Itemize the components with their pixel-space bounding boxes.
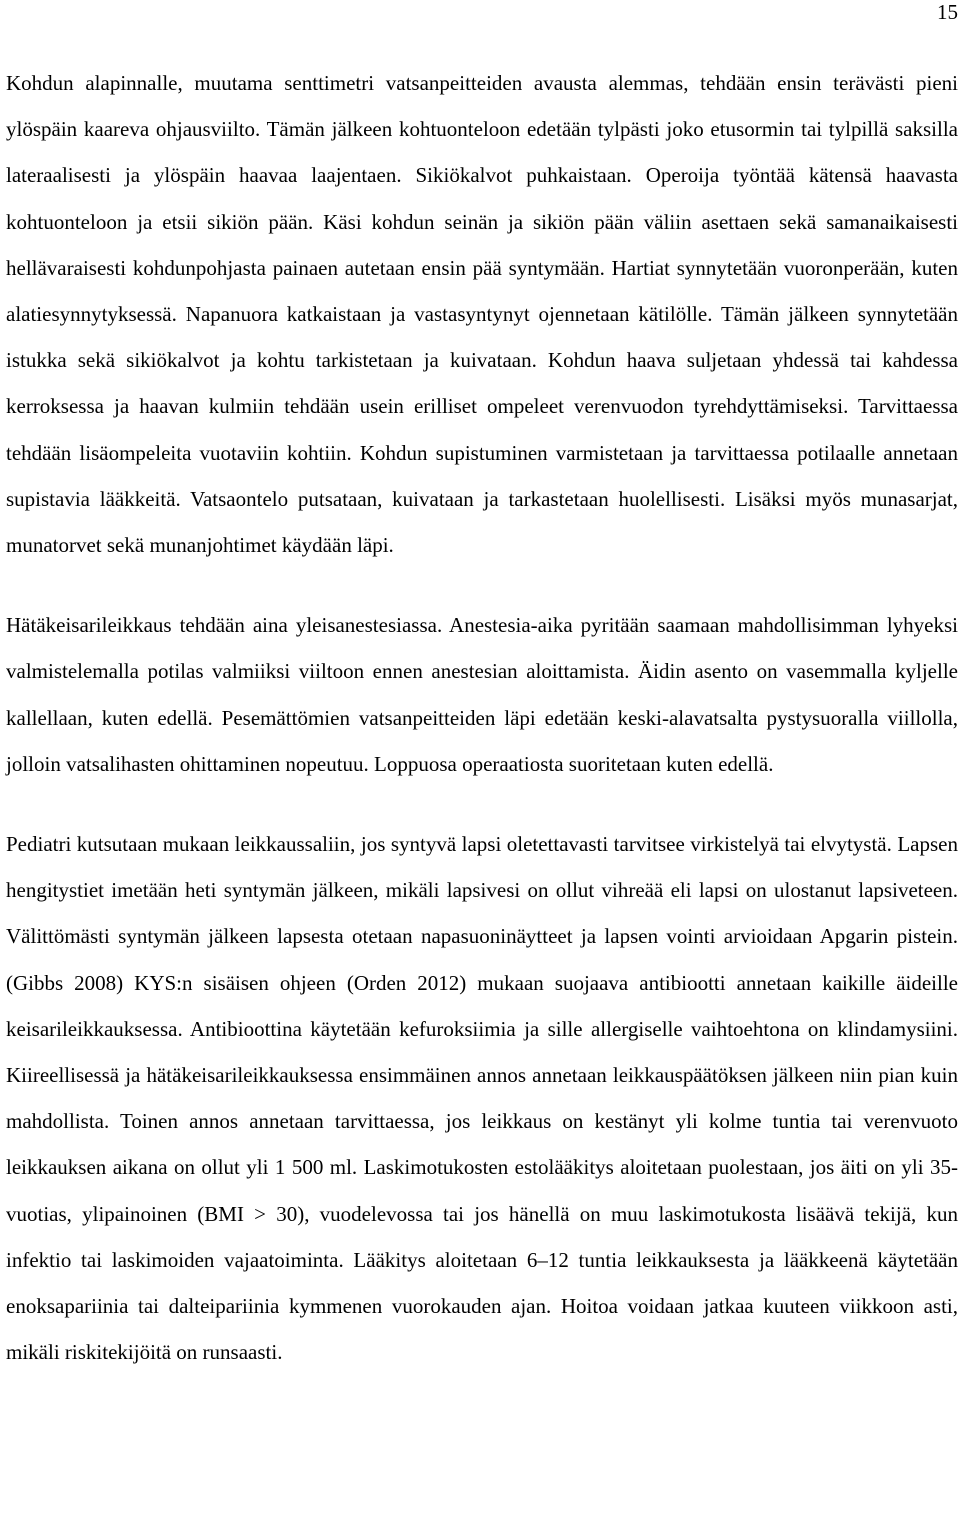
paragraph-caesarean-procedure: Kohdun alapinnalle, muutama senttimetri vatsanpeitteiden avausta alemmas, tehdään ensin terävästi pieni ylöspäin kaareva ohjausviilto. Tämän jälkeen kohtuonteloon edetään tylpästi joko etusormin tai tylpillä saksilla lateraalisesti ja ylöspäin haavaa laajentaen. Sikiökalvot puhkaistaan. Operoija työntää kätensä haavasta kohtuonteloon ja etsii sikiön pään. Käsi kohdun seinän ja sikiön pään väliin asettaen sekä samanaikaisesti hellävaraisesti kohdunpohjasta painaen autetaan ensin pää syntymään. Hartiat synnytetään vuoronperään, kuten alatiesynnytyksessä. Napanuora katkaistaan ja vastasyntynyt ojennetaan kätilölle. Tämän jälkeen synnytetään istukka sekä sikiökalvot ja kohtu tarkistetaan ja kuivataan. Kohdun haava suljetaan yhdessä tai kahdessa kerroksessa ja haavan kulmiin tehdään usein erilliset ompeleet verenvuodon tyrehdyttämiseksi. Tarvittaessa tehdään lisäompeleita vuotaviin kohtiin. Kohdun supistuminen varmistetaan ja tarvittaessa potilaalle annetaan supistavia lääkkeitä. Vatsaontelo putsataan, kuivataan ja tarkastetaan huolellisesti. Lisäksi myös munasarjat, munatorvet sekä munanjohtimet käydään läpi. bbox=[6, 71, 958, 558]
paragraph-newborn-and-medication: Pediatri kutsutaan mukaan leikkaussaliin, jos syntyvä lapsi oletettavasti tarvitsee virkistelyä tai elvytystä. Lapsen hengitystiet imetään heti syntymän jälkeen, mikäli lapsivesi on ollut vihreää eli lapsi on ulostanut lapsiveteen. Välittömästi syntymän jälkeen lapsesta otetaan napasuoninäytteet ja lapsen vointi arvioidaan Apgarin pistein. (Gibbs 2008) KYS:n sisäisen ohjeen (Orden 2012) mukaan suojaava antibiootti annetaan kaikille äideille keisarileikkauksessa. Antibioottina käytetään kefuroksiimia ja sille allergiselle vaihtoehtona on klindamysiini. Kiireellisessä ja hätäkeisarileikkauksessa ensimmäinen annos annetaan leikkauspäätöksen jälkeen niin pian kuin mahdollista. Toinen annos annetaan tarvittaessa, jos leikkaus on kestänyt yli kolme tuntia tai verenvuoto leikkauksen aikana on ollut yli 1 500 ml. Laskimotukosten estolääkitys aloitetaan puolestaan, jos äiti on yli 35-vuotias, ylipainoinen (BMI > 30), vuodelevossa tai jos hänellä on muu laskimotukosta lisäävä tekijä, kun infektio tai laskimoiden vajaatoiminta. Lääkitys aloitetaan 6–12 tuntia leikkauksesta ja lääkkeenä käytetään enoksapariinia tai dalteipariinia kymmenen vuorokauden ajan. Hoitoa voidaan jatkaa kuuteen viikkoon asti, mikäli riskitekijöitä on runsaasti. bbox=[6, 832, 958, 1365]
page-number: 15 bbox=[937, 0, 958, 24]
paragraph-emergency-caesarean: Hätäkeisarileikkaus tehdään aina yleisanestesiassa. Anestesia-aika pyritään saamaan mahdollisimman lyhyeksi valmistelemalla potilas valmiiksi viiltoon ennen anestesian aloittamista. Äidin asento on vasemmalla kyljelle kallellaan, kuten edellä. Pesemättömien vatsanpeitteiden läpi edetään keski-alavatsalta pystysuoralla viillolla, jolloin vatsalihasten ohittaminen nopeutuu. Loppuosa operaatiosta suoritetaan kuten edellä. bbox=[6, 613, 958, 776]
document-body bbox=[6, 60, 958, 1375]
